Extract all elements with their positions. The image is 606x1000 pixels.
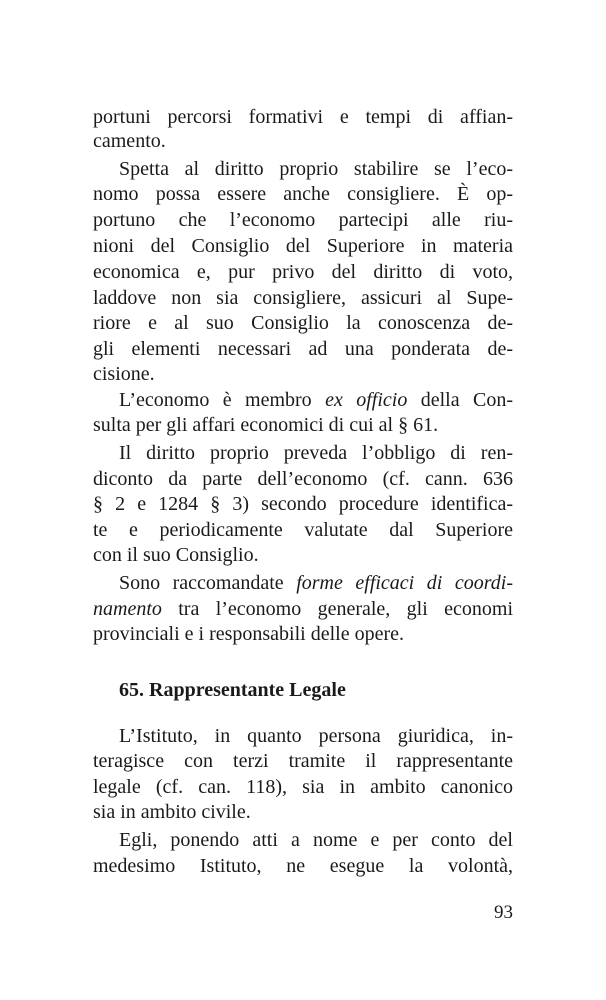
- text-line: [93, 413, 513, 437]
- text-line: [119, 388, 513, 412]
- text-segment: tra l’economo generale, gli economi: [161, 598, 513, 620]
- text-segment: della Con-: [407, 389, 514, 411]
- text-line: [93, 208, 513, 232]
- text-segment: Egli, ponendo atti a nome e per conto del: [119, 829, 513, 851]
- text-segment: con il suo Consiglio.: [93, 544, 259, 566]
- text-segment: medesimo Istituto, ne esegue la volontà,: [93, 855, 513, 877]
- text-line: [93, 234, 513, 258]
- text-segment: nioni del Consiglio del Superiore in materia: [93, 235, 513, 257]
- text-line: [93, 775, 513, 799]
- text-line: [93, 800, 513, 824]
- text-segment: Il diritto proprio preveda l’obbligo di ren-: [119, 442, 513, 464]
- text-segment: diconto da parte dell’economo (cf. cann. 636: [93, 468, 513, 490]
- text-line: [93, 129, 513, 153]
- text-segment: provinciali e i responsabili delle opere.: [93, 623, 405, 645]
- text-segment: L’Istituto, in quanto persona giuridica, in-: [119, 725, 513, 747]
- text-segment: L’economo è membro: [119, 389, 326, 411]
- text-segment: te e periodicamente valutate dal Superiore: [93, 519, 513, 541]
- text-line: [93, 105, 513, 129]
- text-segment: Sono raccomandate: [119, 572, 297, 594]
- italic-text: forme efficaci di coordi-: [296, 572, 513, 594]
- text-line: [93, 362, 513, 386]
- text-line: [93, 311, 513, 335]
- text-line: [119, 441, 513, 465]
- text-segment: cisione.: [93, 363, 155, 385]
- text-line: [119, 828, 513, 852]
- italic-text: ex officio: [325, 389, 408, 411]
- text-line: [93, 543, 513, 567]
- text-line: [93, 622, 513, 646]
- text-line: [93, 286, 513, 310]
- text-segment: teragisce con terzi tramite il rappresentante: [93, 750, 513, 772]
- text-segment: riore e al suo Consiglio la conoscenza de-: [93, 312, 513, 334]
- page-number: 93: [494, 902, 513, 923]
- text-line: [93, 749, 513, 773]
- text-line: [93, 182, 513, 206]
- text-segment: laddove non sia consigliere, assicuri al Supe-: [93, 287, 513, 309]
- text-line: [119, 571, 513, 595]
- text-segment: nomo possa essere anche consigliere. È op-: [93, 183, 513, 205]
- text-line: [93, 597, 513, 621]
- text-line: [93, 337, 513, 361]
- italic-text: namento: [93, 598, 162, 620]
- text-segment: portuno che l’economo partecipi alle riu-: [93, 209, 513, 231]
- text-line: [93, 518, 513, 542]
- text-line: [93, 492, 513, 516]
- text-line: [119, 157, 513, 181]
- text-line: [93, 854, 513, 878]
- text-segment: portuni percorsi formativi e tempi di affian-: [93, 106, 513, 128]
- section-heading: 65. Rappresentante Legale: [119, 679, 346, 701]
- text-line: [93, 467, 513, 491]
- text-segment: camento.: [93, 130, 166, 152]
- text-segment: sia in ambito civile.: [93, 801, 251, 823]
- text-line: [119, 724, 513, 748]
- text-segment: legale (cf. can. 118), sia in ambito canonico: [93, 776, 513, 798]
- text-segment: Spetta al diritto proprio stabilire se l’eco-: [119, 158, 513, 180]
- text-segment: economica e, pur privo del diritto di voto,: [93, 261, 513, 283]
- text-segment: § 2 e 1284 § 3) secondo procedure identifica-: [93, 493, 513, 515]
- text-line: [93, 260, 513, 284]
- text-segment: sulta per gli affari economici di cui al § 61.: [93, 414, 439, 436]
- text-segment: gli elementi necessari ad una ponderata de-: [93, 338, 513, 360]
